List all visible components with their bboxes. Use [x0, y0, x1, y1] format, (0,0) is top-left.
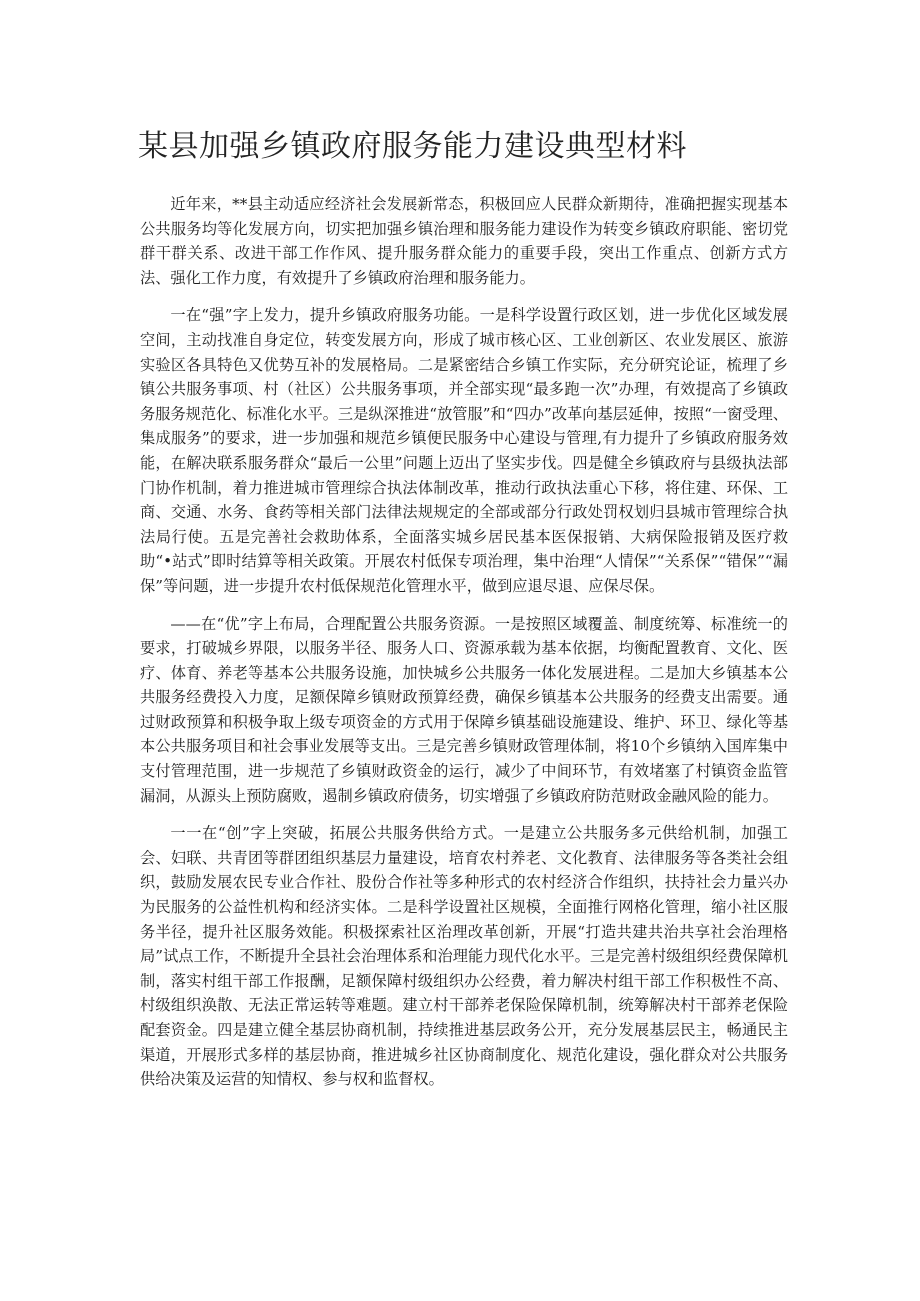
paragraph-optimize: ——在“优”字上布局，合理配置公共服务资源。一是按照区域覆盖、制度统筹、标准统一的要求，打破城乡界限，以服务半径、服务人口、资源承载为基本依据，均衡配置教育、文化、医疗、体育、养老等基本公共服务设施，加快城乡公共服务一体化发展进程。二是加大乡镇基本公共服务经费投入力度，足额保障乡镇财政预算经费，确保乡镇基本公共服务的经费支出需要。通过财政预算和积极争取上级专项资金的方式用于保障乡镇基础设施建设、维护、环卫、绿化等基本公共服务项目和社会事业发展等支出。三是完善乡镇财政管理体制，将10个乡镇纳入国库集中支付管理范围，进一步规范了乡镇财政资金的运行，减少了中间环节，有效堵塞了村镇资金监管漏洞，从源头上预防腐败，遏制乡镇政府债务，切实增强了乡镇政府防范财政金融风险的能力。 [140, 614, 788, 805]
document-page [140, 128, 788, 1105]
paragraph-strengthen: 一在“强”字上发力，提升乡镇政府服务功能。一是科学设置行政区划，进一步优化区域发展空间，主动找准自身定位，转变发展方向，形成了城市核心区、工业创新区、农业发展区、旅游实验区各具特色又优势互补的发展格局。二是紧密结合乡镇工作实际，充分研究论证，梳理了乡镇公共服务事项、村（社区）公共服务事项，并全部实现“最多跑一次”办理，有效提高了乡镇政务服务规范化、标准化水平。三是纵深推进“放管服”和“四办”改革向基层延伸，按照“一窗受理、集成服务”的要求，进一步加强和规范乡镇便民服务中心建设与管理,有力提升了乡镇政府服务效能，在解决联系服务群众“最后一公里”问题上迈出了坚实步伐。四是健全乡镇政府与县级执法部门协作机制，着力推进城市管理综合执法体制改革，推动行政执法重心下移，将住建、环保、工商、交通、水务、食药等相关部门法律法规规定的全部或部分行政处罚权划归县城市管理综合执法局行使。五是完善社会救助体系，全面落实城乡居民基本医保报销、大病保险报销及医疗救助“•站式”即时结算等相关政策。开展农村低保专项治理，集中治理“人情保”“关系保”“错保”“漏保”等问题，进一步提升农村低保规范化管理水平，做到应退尽退、应保尽保。 [140, 306, 788, 595]
document-title: 某县加强乡镇政府服务能力建设典型材料 [138, 129, 687, 164]
paragraph-innovate: 一一在“创”字上突破，拓展公共服务供给方式。一是建立公共服务多元供给机制，加强工会、妇联、共青团等群团组织基层力量建设，培育农村养老、文化教育、法律服务等各类社会组织，鼓励发展农民专业合作社、股份合作社等多种形式的农村经济合作组织，扶持社会力量兴办为民服务的公益性机构和经济实体。二是科学设置社区规模，全面推行网格化管理，缩小社区服务半径，提升社区服务效能。积极探索社区治理改革创新，开展“打造共建共治共享社会治理格局”试点工作，不断提升全县社会治理体系和治理能力现代化水平。三是完善村级组织经费保障机制，落实村组干部工作报酬，足额保障村级组织办公经费，着力解决村组干部工作积极性不高、村级组织涣散、无法正常运转等难题。建立村干部养老保险保障机制，统筹解决村干部养老保险配套资金。四是建立健全基层协商机制，持续推进基层政务公开，充分发展基层民主，畅通民主渠道，开展形式多样的基层协商，推进城乡社区协商制度化、规范化建设，强化群众对公共服务供给决策及运营的知情权、参与权和监督权。 [140, 824, 788, 1089]
paragraph-intro: 近年来，**县主动适应经济社会发展新常态，积极回应人民群众新期待，准确把握实现基本公共服务均等化发展方向，切实把加强乡镇治理和服务能力建设作为转变乡镇政府职能、密切党群干群关系、改进干部工作作风、提升服务群众能力的重要手段，突出工作重点、创新方式方法、强化工作力度，有效提升了乡镇政府治理和服务能力。 [140, 195, 788, 287]
